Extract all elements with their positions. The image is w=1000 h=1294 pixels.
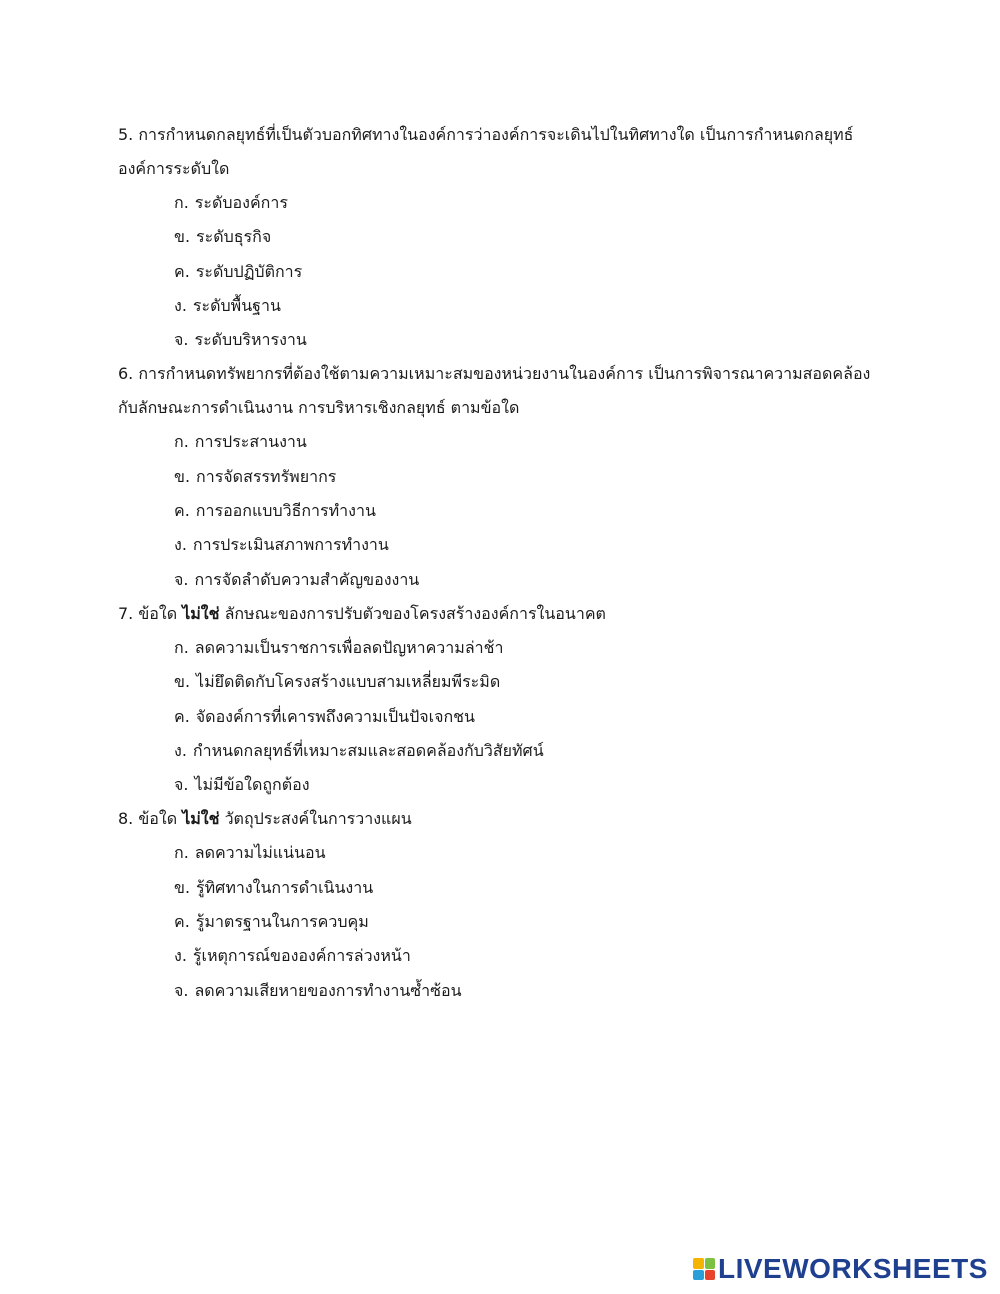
option-item[interactable] — [174, 665, 878, 699]
logo-square — [693, 1258, 704, 1269]
question-7 — [118, 597, 878, 802]
option-letter: ก. — [174, 432, 189, 452]
liveworksheets-logo — [693, 1254, 988, 1284]
option-letter: ข. — [174, 672, 191, 692]
option-item[interactable] — [174, 494, 878, 528]
option-item[interactable] — [174, 220, 878, 254]
option-text: รู้เหตุการณ์ขององค์การล่วงหน้า — [192, 946, 411, 966]
option-letter: ค. — [174, 912, 190, 932]
option-letter: ง. — [174, 535, 187, 555]
question-5-text — [118, 118, 878, 186]
option-letter: ง. — [174, 946, 187, 966]
question-suffix: ลักษณะของการปรับตัวของโครงสร้างองค์การในอนาคต — [224, 603, 606, 623]
option-letter: ข. — [174, 227, 191, 247]
question-7-text — [118, 597, 878, 631]
option-text: ระดับบริหารงาน — [194, 330, 307, 350]
option-text: ลดความเป็นราชการเพื่อลดปัญหาความล่าช้า — [194, 637, 504, 657]
option-item[interactable] — [174, 700, 878, 734]
option-letter: จ. — [174, 330, 189, 350]
question-5-options — [118, 186, 878, 357]
option-text: ระดับธุรกิจ — [196, 227, 272, 247]
question-number: 8. — [118, 809, 134, 829]
question-7-options — [118, 631, 878, 802]
option-letter: ค. — [174, 261, 190, 281]
option-letter: จ. — [174, 775, 189, 795]
question-stem: การกำหนดกลยุทธ์ที่เป็นตัวบอกทิศทางในองค์การว่าองค์การจะเดินไปในทิศทางใด เป็นการกำหนดกลยุทธ์องค์การระดับใด — [118, 125, 854, 178]
option-letter: จ. — [174, 980, 189, 1000]
option-text: การออกแบบวิธีการทำงาน — [195, 501, 376, 521]
option-item[interactable] — [174, 836, 878, 870]
option-item[interactable] — [174, 631, 878, 665]
question-6-text — [118, 357, 878, 425]
option-item[interactable] — [174, 323, 878, 357]
option-text: กำหนดกลยุทธ์ที่เหมาะสมและสอดคล้องกับวิสัยทัศน์ — [192, 740, 544, 760]
option-item[interactable] — [174, 425, 878, 459]
option-item[interactable] — [174, 528, 878, 562]
question-stem: การกำหนดทรัพยากรที่ต้องใช้ตามความเหมาะสมของหน่วยงานในองค์การ เป็นการพิจารณาความสอดคล้องกับลักษณะการดำเนินงาน การบริหารเชิงกลยุทธ์ ตามข้อใด — [118, 364, 871, 418]
logo-mark-icon — [693, 1258, 715, 1280]
question-5 — [118, 118, 878, 357]
question-suffix: วัตถุประสงค์ในการวางแผน — [224, 809, 412, 829]
option-text: การประเมินสภาพการทำงาน — [192, 535, 389, 555]
logo-square — [705, 1258, 716, 1269]
question-8-options — [118, 836, 878, 1007]
option-item[interactable] — [174, 563, 878, 597]
worksheet — [118, 118, 878, 1008]
option-letter: ค. — [174, 706, 190, 726]
option-text: การประสานงาน — [194, 432, 307, 452]
option-item[interactable] — [174, 939, 878, 973]
option-text: การจัดลำดับความสำคัญของงาน — [194, 569, 420, 589]
option-text: ไม่ยึดติดกับโครงสร้างแบบสามเหลี่ยมพีระมิด — [196, 672, 501, 692]
option-text: รู้มาตรฐานในการควบคุม — [195, 912, 369, 932]
question-6-options — [118, 425, 878, 596]
option-text: ระดับพื้นฐาน — [192, 295, 281, 315]
question-negation: ไม่ใช่ — [182, 603, 220, 623]
question-number: 7. — [118, 603, 134, 623]
option-text: ลดความเสียหายของการทำงานซ้ำซ้อน — [194, 980, 462, 1000]
option-text: ระดับองค์การ — [194, 193, 288, 212]
question-8 — [118, 802, 878, 1007]
question-number: 5. — [118, 125, 134, 144]
option-item[interactable] — [174, 871, 878, 905]
option-letter: ง. — [174, 740, 187, 760]
logo-square — [693, 1270, 704, 1281]
option-text: การจัดสรรทรัพยากร — [196, 466, 337, 486]
question-6 — [118, 357, 878, 596]
logo-text: LIVEWORKSHEETS — [718, 1253, 988, 1284]
option-letter: ข. — [174, 466, 191, 486]
option-item[interactable] — [174, 186, 878, 220]
logo-square — [705, 1270, 716, 1281]
option-item[interactable] — [174, 289, 878, 323]
question-prefix: ข้อใด — [138, 809, 178, 829]
option-letter: ง. — [174, 295, 187, 315]
option-letter: ข. — [174, 877, 191, 897]
question-number: 6. — [118, 364, 134, 384]
option-text: ระดับปฏิบัติการ — [195, 261, 303, 281]
option-item[interactable] — [174, 768, 878, 802]
option-text: จัดองค์การที่เคารพถึงความเป็นปัจเจกชน — [195, 706, 475, 726]
option-letter: ก. — [174, 843, 189, 863]
option-letter: ก. — [174, 637, 189, 657]
option-text: ลดความไม่แน่นอน — [194, 843, 326, 863]
option-item[interactable] — [174, 734, 878, 768]
option-text: รู้ทิศทางในการดำเนินงาน — [196, 877, 374, 897]
option-item[interactable] — [174, 905, 878, 939]
question-negation: ไม่ใช่ — [182, 809, 220, 829]
option-letter: ค. — [174, 501, 190, 521]
question-8-text — [118, 802, 878, 836]
option-letter: จ. — [174, 569, 189, 589]
option-letter: ก. — [174, 193, 189, 212]
option-item[interactable] — [174, 974, 878, 1008]
option-item[interactable] — [174, 255, 878, 289]
option-item[interactable] — [174, 460, 878, 494]
question-prefix: ข้อใด — [138, 603, 178, 623]
option-text: ไม่มีข้อใดถูกต้อง — [194, 775, 310, 795]
